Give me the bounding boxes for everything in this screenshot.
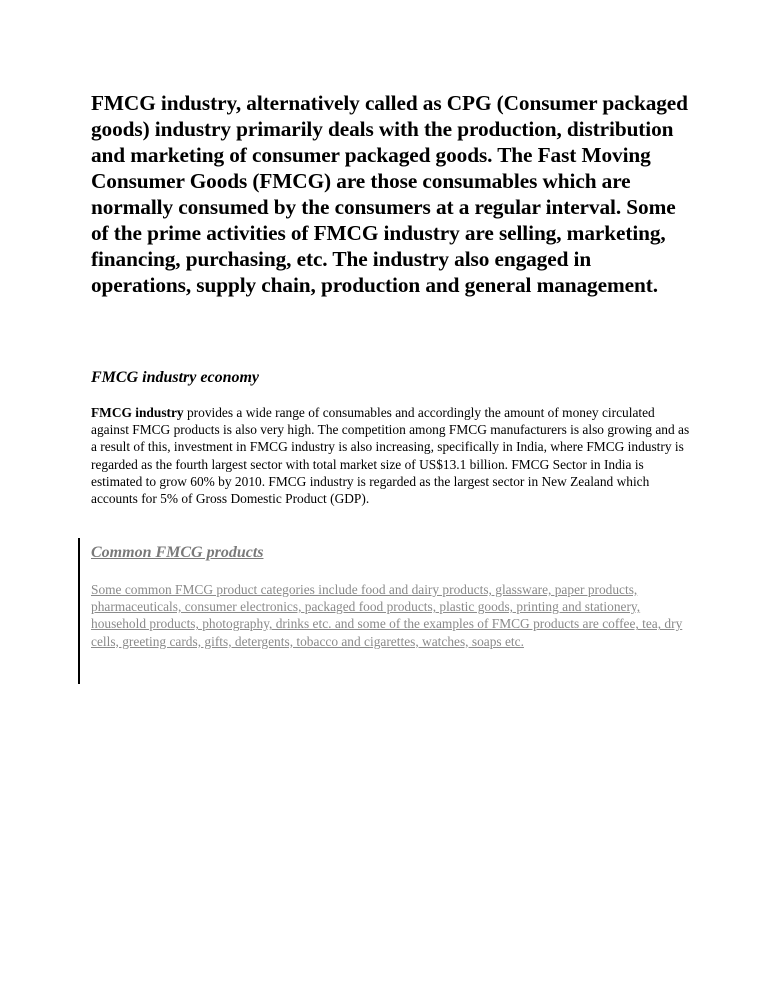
intro-paragraph: FMCG industry, alternatively called as CPG (Consumer packaged goods) industry primarily deals with the production, distribution and marketing of consumer packaged goods. The Fast Moving Consumer Goods (FMCG) are those consumables which are normally consumed by the consumers at a regular interval. Some of the prime activities of FMCG industry are selling, marketing, financing, purchasing, etc. The industry also engaged in operations, supply chain, production and general management. <box>91 91 688 297</box>
economy-paragraph-text: provides a wide range of consumables and accordingly the amount of money circulated against FMCG products is also very high. The competition among FMCG manufacturers is also growing and as a result of this, investment in FMCG industry is also increasing, specifically in India, where FMCG industry is regarded as the fourth largest sector with total market size of US$13.1 billion. FMCG Sector in India is estimated to grow 60% by 2010. FMCG industry is regarded as the largest sector in New Zealand which accounts for 5% of Gross Domestic Product (GDP). <box>91 405 690 507</box>
economy-lead-term: FMCG industry <box>91 405 184 420</box>
economy-heading: FMCG industry economy <box>91 369 260 386</box>
products-paragraph[interactable]: Some common FMCG product categories include food and dairy products, glassware, paper products, pharmaceuticals, consumer electronics, packaged food products, plastic goods, printing and stationery, household products, photography, drinks etc. and some of the examples of FMCG products are coffee, tea, dry cells, greeting cards, gifts, detergents, tobacco and cigarettes, watches, soaps etc. <box>91 582 683 649</box>
blockquote-bar <box>78 538 80 684</box>
products-heading[interactable]: Common FMCG products <box>91 544 264 561</box>
economy-paragraph <box>91 404 691 507</box>
